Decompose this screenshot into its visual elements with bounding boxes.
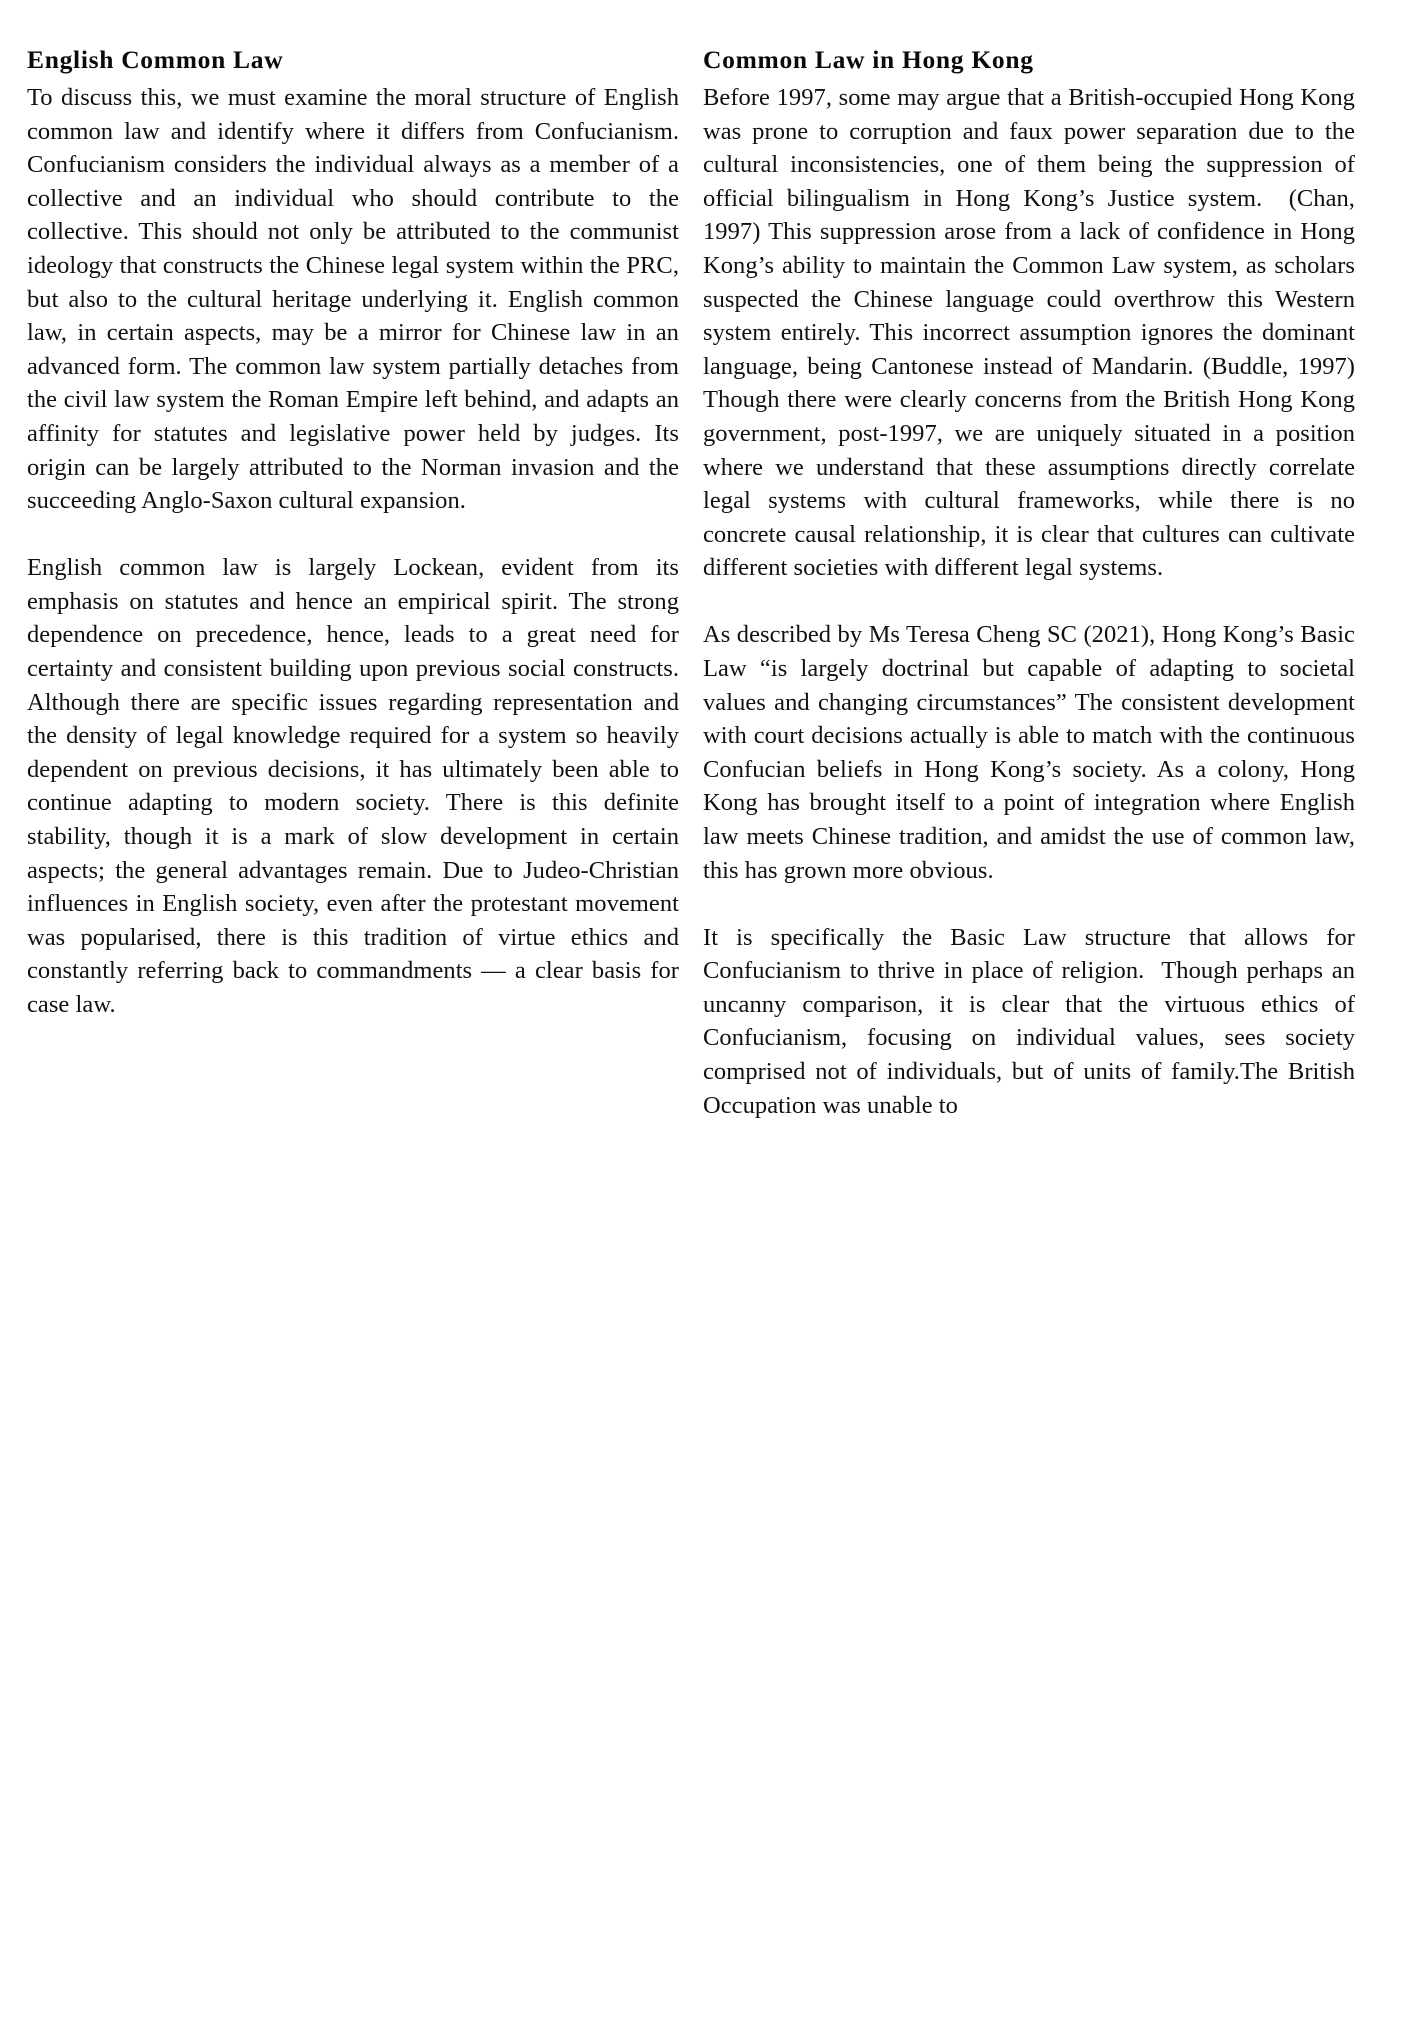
left-column	[27, 44, 686, 1022]
left-column-paragraph-1: To discuss this, we must examine the moral structure of English common law and identify where it differs from Confucianism. Confucianism considers the individual always as a member of a collective and an individual who should contribute to the collective. This should not only be attributed to the communist ideology that constructs the Chinese legal system within the PRC, but also to the cultural heritage underlying it. English common law, in certain aspects, may be a mirror for Chinese law in an advanced form. The common law system partially detaches from the civil law system the Roman Empire left behind, and adapts an affinity for statutes and legislative power held by judges. Its origin can be largely attributed to the Norman invasion and the succeeding Anglo-Saxon cultural expansion.	[27, 84, 686, 515]
right-column	[703, 44, 1362, 1122]
left-column-paragraph-2: English common law is largely Lockean, evident from its emphasis on statutes and hence an empirical spirit. The strong dependence on precedence, hence, leads to a great need for certainty and consistent building upon previous social constructs. Although there are specific issues regarding representation and the density of legal knowledge required for a system so heavily dependent on previous decisions, it has ultimately been able to continue adapting to modern society. There is this definite stability, though it is a mark of slow development in certain aspects; the general advantages remain. Due to Judeo-Christian influences in English society, even after the protestant movement was popularised, there is this tradition of virtue ethics and constantly referring back to commandments — a clear basis for case law.	[27, 554, 686, 1018]
right-column-paragraph-3: It is specifically the Basic Law structure that allows for Confucianism to thrive in place of religion. Though perhaps an uncanny comparison, it is clear that the virtuous ethics of Confucianism, focusing on individual values, sees society comprised not of individuals, but of units of family.The British Occupation was unable to	[703, 923, 1362, 1119]
left-column-heading: English Common Law	[27, 45, 284, 74]
right-column-heading: Common Law in Hong Kong	[703, 45, 1034, 74]
two-column-body	[27, 44, 1400, 1122]
right-column-paragraph-1: Before 1997, some may argue that a British-occupied Hong Kong was prone to corruption and faux power separation due to the cultural inconsistencies, one of them being the suppression of official bilingualism in Hong Kong’s Justice system. (Chan, 1997) This suppression arose from a lack of confidence in Hong Kong’s ability to maintain the Common Law system, as scholars suspected the Chinese language could overthrow this Western system entirely. This incorrect assumption ignores the dominant language, being Cantonese instead of Mandarin. (Buddle, 1997) Though there were clearly concerns from the British Hong Kong government, post-1997, we are uniquely situated in a position where we understand that these assumptions directly correlate legal systems with cultural frameworks, while there is no concrete causal relationship, it is clear that cultures can cultivate different societies with different legal systems.	[703, 84, 1362, 582]
right-column-paragraph-2: As described by Ms Teresa Cheng SC (2021), Hong Kong’s Basic Law “is largely doctrinal but capable of adapting to societal values and changing circumstances” The consistent development with court decisions actually is able to match with the continuous Confucian beliefs in Hong Kong’s society. As a colony, Hong Kong has brought itself to a point of integration where English law meets Chinese tradition, and amidst the use of common law, this has grown more obvious.	[703, 621, 1362, 884]
